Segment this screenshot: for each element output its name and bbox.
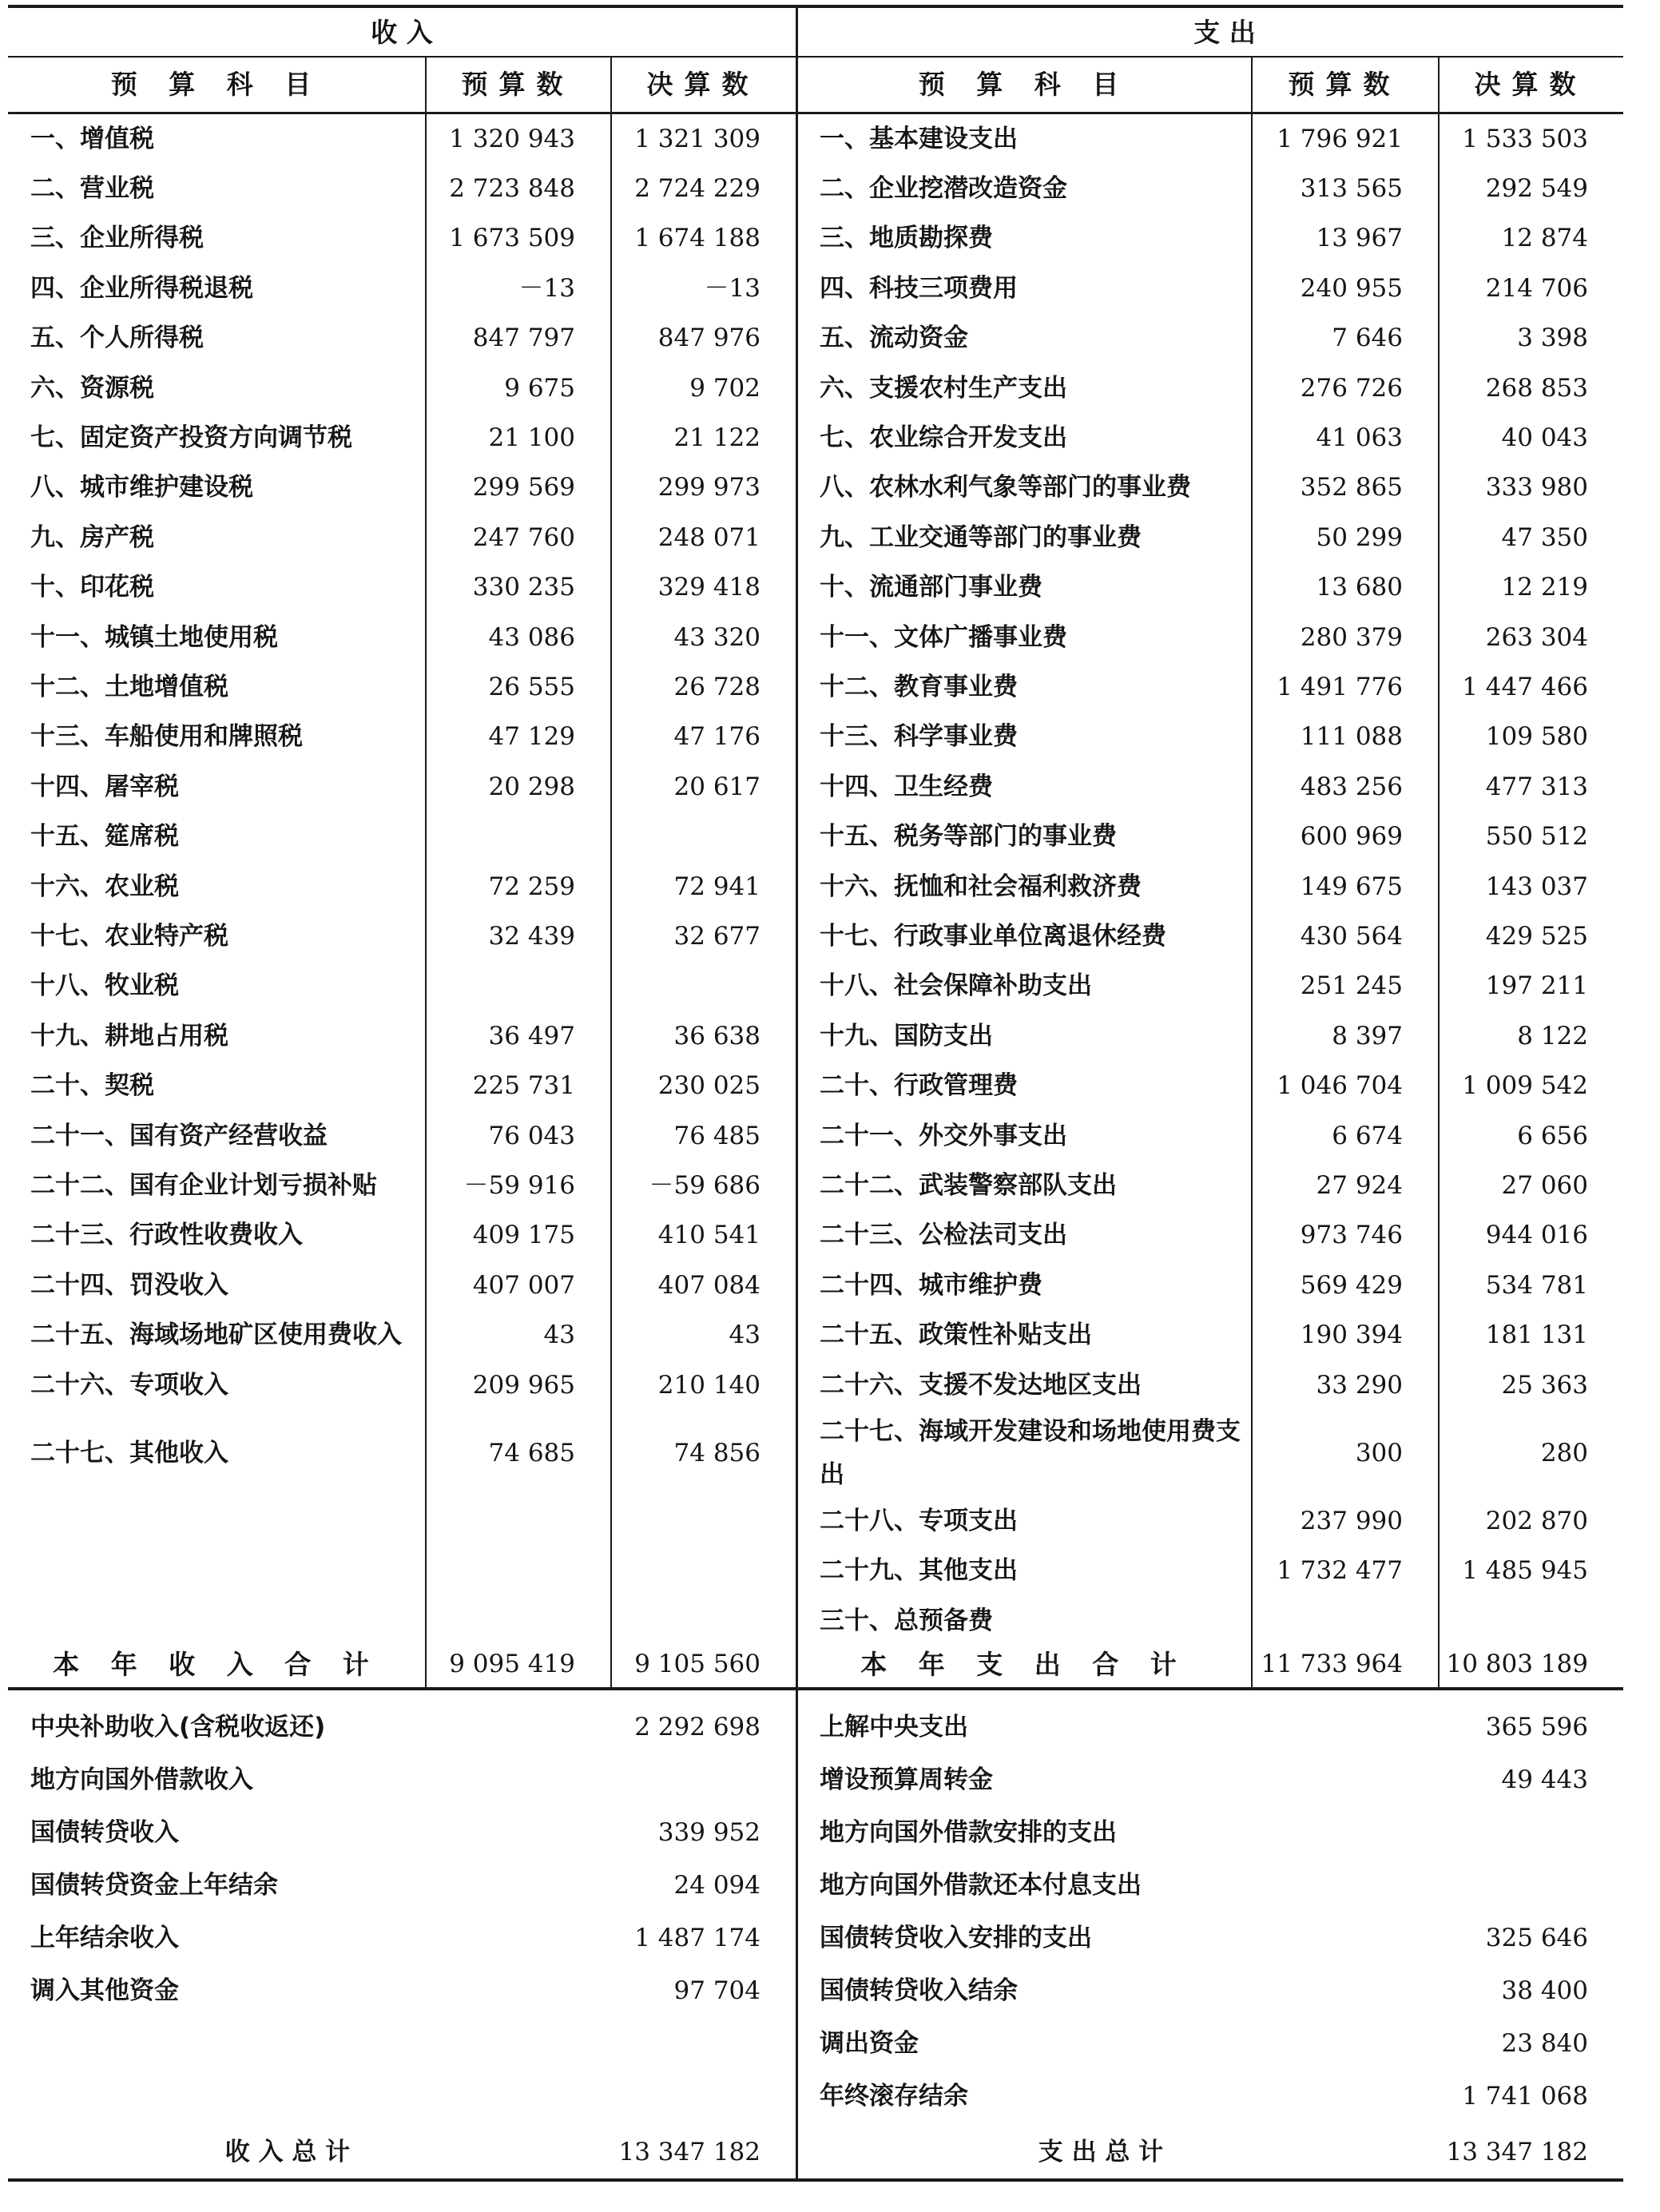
expense-row-budget: 352 865 [1300,473,1403,502]
income-row-budget: 76 043 [488,1121,575,1150]
income-row-label: 十六、农业税 [30,872,179,901]
header-rule-1 [8,56,1623,58]
center-divider [796,6,798,2180]
expense-row-budget: 13 967 [1316,224,1403,253]
expense-row-final: 202 870 [1485,1506,1588,1535]
income-row-final: 1 674 188 [634,224,761,253]
expense-extra-value [1404,1860,1623,1912]
expense-row-budget: 280 379 [1300,622,1403,652]
expense-row-final: 214 706 [1485,273,1588,303]
income-row-label: 十四、屠宰税 [30,772,179,801]
income-row-budget [425,962,610,1011]
expense-row-final: 292 549 [1485,173,1588,203]
income-row-budget: 299 569 [472,473,575,502]
expense-row-label: 十九、国防支出 [820,1021,993,1050]
expense-row-budget: 111 088 [1300,722,1403,752]
income-row-label: 十七、农业特产税 [30,921,228,951]
income-extra-label: 中央补助收入(含税收返还) [30,1713,326,1742]
expense-extra-label: 国债转贷收入结余 [820,1976,1018,2006]
expense-row-final: 143 037 [1485,872,1588,901]
expense-total-final: 10 803 189 [1446,1650,1588,1679]
income-row-label: 九、房产税 [30,522,154,552]
income-row-final: 74 856 [673,1438,761,1467]
expense-extra-value: 1 741 068 [1462,2082,1588,2111]
income-row-budget: 847 797 [472,324,575,353]
bottom-rule [8,2178,1623,2182]
expense-extra-label: 上解中央支出 [820,1713,968,1742]
expense-row-final: 268 853 [1485,373,1588,403]
income-row-final: 21 122 [673,423,761,452]
income-row-final: －13 [704,273,761,303]
income-row-final: 20 617 [673,772,761,801]
income-row-label: 十八、牧业税 [30,971,179,1001]
income-row-budget: 209 965 [472,1370,575,1400]
header-rule-2 [8,112,1623,114]
expense-row-label: 二十一、外交外事支出 [820,1121,1067,1150]
income-extra-label: 地方向国外借款收入 [30,1765,253,1795]
income-extra-value: 1 487 174 [634,1924,761,1953]
expense-row-budget: 430 564 [1300,921,1403,951]
income-row-budget: 26 555 [488,672,575,701]
income-row-final: 210 140 [657,1370,761,1400]
expense-total-budget: 11 733 964 [1261,1650,1403,1679]
expense-row-budget: 237 990 [1300,1506,1403,1535]
income-total-final: 9 105 560 [634,1650,761,1679]
income-row-label: 二十六、专项收入 [30,1370,228,1400]
expense-row-label: 七、农业综合开发支出 [820,423,1067,452]
income-row-label: 二、营业税 [30,173,154,203]
expense-row-label: 八、农林水利气象等部门的事业费 [820,473,1191,502]
income-row-final: 72 941 [673,872,761,901]
expense-row-final: 333 980 [1485,473,1588,502]
income-row-budget: 21 100 [488,423,575,452]
expense-row-label: 二十七、海域开发建设和场地使用费支出 [820,1417,1241,1490]
income-row-final: 2 724 229 [634,173,761,203]
expense-extra-label: 调出资金 [820,2029,919,2059]
expense-row-budget: 6 674 [1332,1121,1403,1150]
expense-row-label: 十六、抚恤和社会福利救济费 [820,872,1142,901]
expense-row-final: 8 122 [1517,1021,1588,1050]
income-row-budget: 247 760 [472,522,575,552]
expense-extra-label: 国债转贷收入安排的支出 [820,1924,1092,1953]
income-row-budget: 1 673 509 [449,224,575,253]
income-row-budget: 330 235 [472,573,575,602]
income-row-label: 二十二、国有企业计划亏损补贴 [30,1170,377,1200]
income-row-label: 十三、车船使用和牌照税 [30,722,303,752]
expense-row-label: 十二、教育事业费 [820,672,1018,701]
income-extra-label: 国债转贷收入 [30,1818,179,1848]
expense-row-final: 1 447 466 [1462,672,1588,701]
expense-title: 支 出 [1193,17,1256,49]
income-grand-total-label: 收 入 总 计 [224,2138,351,2167]
expense-row-label: 六、支援农村生产支出 [820,373,1067,403]
income-extra-label: 调入其他资金 [30,1976,179,2006]
expense-row-budget: 41 063 [1316,423,1403,452]
income-row-label: 二十、契税 [30,1071,154,1101]
income-row-budget: 2 723 848 [449,173,575,203]
expense-row-budget: 1 732 477 [1277,1556,1403,1586]
expense-row-final: 12 874 [1501,224,1588,253]
income-extra-value: 2 292 698 [634,1713,761,1742]
expense-row-label: 九、工业交通等部门的事业费 [820,522,1142,552]
income-row-final: 43 [729,1320,761,1350]
expense-row-budget: 1 796 921 [1277,124,1403,153]
expense-extra-value: 23 840 [1501,2029,1588,2059]
income-row-budget: 9 675 [504,373,575,403]
expense-row-label: 二、企业挖潜改造资金 [820,173,1067,203]
expense-budget-header: 预算数 [1288,69,1401,101]
income-row-label: 十九、耕地占用税 [30,1021,228,1050]
income-row-final: 43 320 [673,622,761,652]
expense-row-budget: 1 046 704 [1277,1071,1403,1101]
expense-row-final: 1 533 503 [1462,124,1588,153]
income-grand-total-value: 13 347 182 [618,2138,761,2167]
expense-row-final: 550 512 [1485,822,1588,852]
expense-row-label: 十四、卫生经费 [820,772,993,801]
income-row-label: 十二、土地增值税 [30,672,228,701]
income-row-budget: 1 320 943 [449,124,575,153]
expense-row-final: 27 060 [1501,1170,1588,1200]
expense-total-label: 本 年 支 出 合 计 [860,1649,1188,1681]
income-total-budget: 9 095 419 [449,1650,575,1679]
income-row-label: 十一、城镇土地使用税 [30,622,278,652]
income-row-budget: －59 916 [463,1170,575,1200]
expense-row-final: 40 043 [1501,423,1588,452]
income-extra-label: 上年结余收入 [30,1924,179,1953]
income-row-budget: 74 685 [488,1438,575,1467]
expense-row-label: 二十九、其他支出 [820,1556,1018,1586]
expense-row-budget: 251 245 [1300,971,1403,1001]
expense-row-label: 三、地质勘探费 [820,224,993,253]
expense-row-label: 十五、税务等部门的事业费 [820,822,1117,852]
expense-row-budget: 33 290 [1316,1370,1403,1400]
expense-row-final: 109 580 [1485,722,1588,752]
income-row-budget: 43 [543,1320,575,1350]
expense-extra-value: 49 443 [1501,1765,1588,1795]
income-row-label: 二十四、罚没收入 [30,1270,228,1300]
income-row-label: 二十七、其他收入 [30,1438,228,1467]
expense-row-budget: 50 299 [1316,522,1403,552]
income-row-final: 847 976 [657,324,761,353]
income-row-final: 76 485 [673,1121,761,1150]
expense-row-budget: 313 565 [1300,173,1403,203]
expense-row-label: 十三、科学事业费 [820,722,1018,752]
expense-row-budget: 1 491 776 [1277,672,1403,701]
expense-row-label: 十、流通部门事业费 [820,573,1042,602]
expense-row-label: 二十五、政策性补贴支出 [820,1320,1092,1350]
income-extra-value: 24 094 [673,1871,761,1900]
expense-row-label: 二十六、支援不发达地区支出 [820,1370,1142,1400]
expense-row-final: 12 219 [1501,573,1588,602]
income-row-label: 三、企业所得税 [30,224,204,253]
top-rule [8,5,1623,8]
expense-row-final: 6 656 [1517,1121,1588,1150]
income-row-final: 230 025 [657,1071,761,1101]
expense-grand-total-label: 支 出 总 计 [1038,2138,1164,2167]
expense-row-final: 47 350 [1501,522,1588,552]
income-row-budget: 32 439 [488,921,575,951]
expense-extra-value: 365 596 [1485,1713,1588,1742]
expense-row-label: 十八、社会保障补助支出 [820,971,1092,1001]
income-row-budget: 225 731 [472,1071,575,1101]
income-row-label: 五、个人所得税 [30,324,204,353]
expense-row-final: 25 363 [1501,1370,1588,1400]
income-final-header: 决算数 [646,69,760,101]
expense-row-label: 一、基本建设支出 [820,124,1018,153]
expense-row-label: 四、科技三项费用 [820,273,1018,303]
expense-grand-total-value: 13 347 182 [1446,2138,1588,2167]
expense-subject-header: 预 算 科 目 [918,69,1130,101]
income-row-label: 八、城市维护建设税 [30,473,253,502]
expense-row-label: 十七、行政事业单位离退休经费 [820,921,1166,951]
expense-extra-label: 地方向国外借款还本付息支出 [820,1871,1142,1900]
expense-row-budget: 276 726 [1300,373,1403,403]
expense-row-final: 534 781 [1485,1270,1588,1300]
expense-row-final: 429 525 [1485,921,1588,951]
expense-row-label: 三十、总预备费 [820,1606,993,1635]
expense-col-divider-1 [1251,58,1253,1689]
income-row-budget: 36 497 [488,1021,575,1050]
expense-extra-label: 增设预算周转金 [820,1765,993,1795]
income-row-final: 1 321 309 [634,124,761,153]
expense-row-label: 二十三、公检法司支出 [820,1221,1067,1250]
expense-row-budget: 8 397 [1332,1021,1403,1050]
income-row-final: 299 973 [657,473,761,502]
expense-row-budget [1251,1596,1438,1646]
expense-row-budget: 7 646 [1332,324,1403,353]
income-row-final: 32 677 [673,921,761,951]
income-row-label: 二十五、海域场地矿区使用费收入 [30,1320,402,1350]
income-row-budget [425,812,610,862]
expense-row-final: 263 304 [1485,622,1588,652]
income-row-budget: 20 298 [488,772,575,801]
expense-row-final [1438,1596,1623,1646]
income-total-label: 本 年 收 入 合 计 [53,1649,380,1681]
income-row-label: 四、企业所得税退税 [30,273,253,303]
expense-row-final: 197 211 [1485,971,1588,1001]
income-row-budget: 407 007 [472,1270,575,1300]
income-row-budget: 43 086 [488,622,575,652]
income-row-budget: －13 [518,273,575,303]
expense-row-final: 1 009 542 [1462,1071,1588,1101]
income-row-label: 二十三、行政性收费收入 [30,1221,303,1250]
expense-row-label: 二十八、专项支出 [820,1506,1018,1535]
expense-row-budget: 483 256 [1300,772,1403,801]
income-row-final [610,812,796,862]
expense-row-label: 十一、文体广播事业费 [820,622,1067,652]
income-row-final: －59 686 [649,1170,761,1200]
income-col-divider-2 [610,58,612,1689]
expense-row-budget: 973 746 [1300,1221,1403,1250]
income-row-final: 26 728 [673,672,761,701]
income-row-final: 410 541 [657,1221,761,1250]
income-row-budget: 72 259 [488,872,575,901]
income-subject-header: 预 算 科 目 [110,69,323,101]
expense-row-label: 五、流动资金 [820,324,968,353]
income-row-label: 十五、筵席税 [30,822,179,852]
expense-row-budget: 13 680 [1316,573,1403,602]
income-col-divider-1 [425,58,427,1689]
expense-row-budget: 300 [1355,1438,1403,1467]
income-row-final: 329 418 [657,573,761,602]
income-row-final: 47 176 [673,722,761,752]
expense-row-label: 二十四、城市维护费 [820,1270,1042,1300]
expense-extra-value: 325 646 [1485,1924,1588,1953]
expense-row-budget: 149 675 [1300,872,1403,901]
expense-extra-value: 38 400 [1501,1976,1588,2006]
income-row-final: 36 638 [673,1021,761,1050]
expense-row-final: 1 485 945 [1462,1556,1588,1586]
income-extra-value: 97 704 [673,1976,761,2006]
income-title: 收 入 [371,17,433,49]
income-row-final: 9 702 [689,373,761,403]
income-row-label: 一、增值税 [30,124,154,153]
expense-row-budget: 240 955 [1300,273,1403,303]
expense-row-label: 二十二、武装警察部队支出 [820,1170,1117,1200]
income-row-label: 七、固定资产投资方向调节税 [30,423,352,452]
expense-row-final: 280 [1540,1438,1588,1467]
income-row-label: 二十一、国有资产经营收益 [30,1121,328,1150]
income-extra-label: 国债转贷资金上年结余 [30,1871,278,1900]
expense-row-final: 181 131 [1485,1320,1588,1350]
income-extra-value: 339 952 [657,1818,761,1848]
expense-row-budget: 190 394 [1300,1320,1403,1350]
expense-extra-label: 年终滚存结余 [820,2082,968,2111]
income-row-label: 十、印花税 [30,573,154,602]
income-row-final [610,962,796,1011]
expense-extra-value [1404,1807,1623,1860]
income-row-budget: 409 175 [472,1221,575,1250]
expense-extra-label: 地方向国外借款安排的支出 [820,1818,1117,1848]
expense-row-budget: 27 924 [1316,1170,1403,1200]
income-extra-value [559,1754,796,1807]
income-row-budget: 47 129 [488,722,575,752]
expense-final-header: 决算数 [1474,69,1587,101]
income-budget-header: 预算数 [461,69,574,101]
expense-col-divider-2 [1438,58,1440,1689]
expense-row-label: 二十、行政管理费 [820,1071,1018,1101]
income-row-label: 六、资源税 [30,373,154,403]
expense-row-final: 944 016 [1485,1221,1588,1250]
expense-row-final: 477 313 [1485,772,1588,801]
expense-row-budget: 600 969 [1300,822,1403,852]
income-row-final: 407 084 [657,1270,761,1300]
expense-row-final: 3 398 [1517,324,1588,353]
income-row-final: 248 071 [657,522,761,552]
expense-row-budget: 569 429 [1300,1270,1403,1300]
totals-divider [8,1687,1623,1690]
